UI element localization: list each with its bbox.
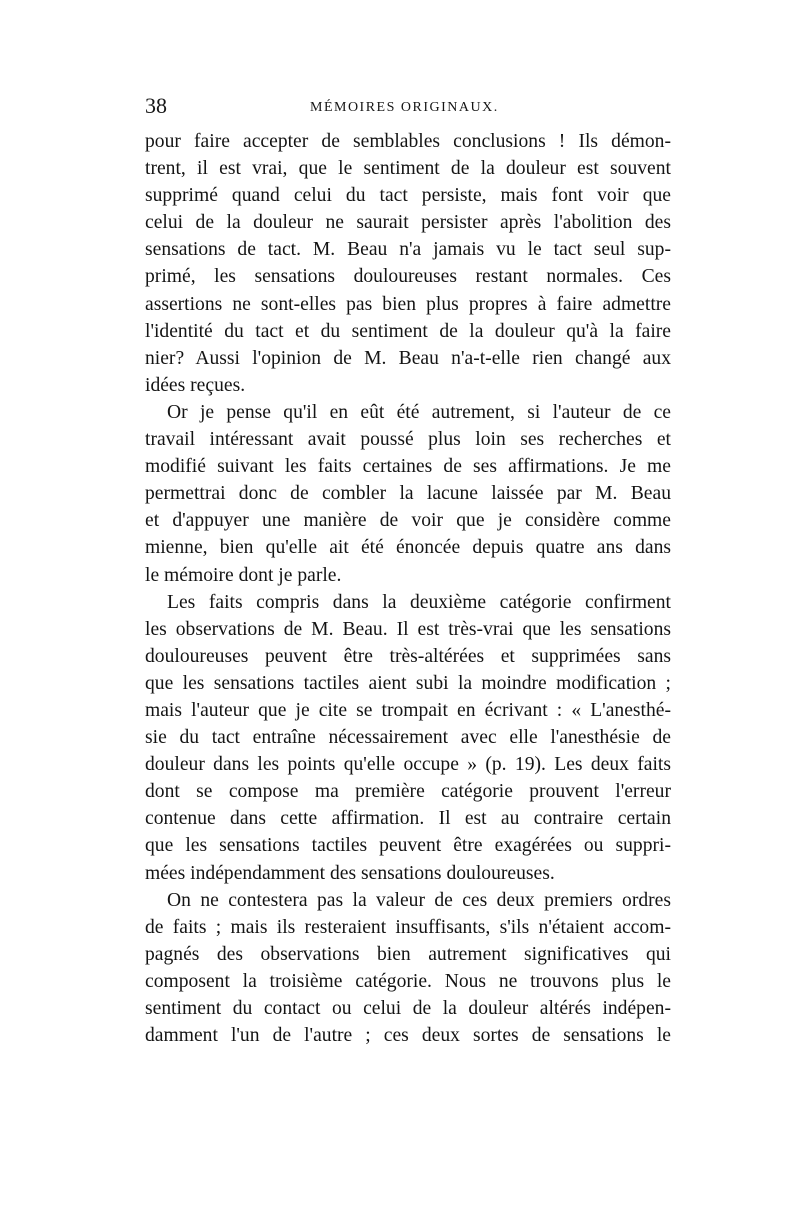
text-line: contenue dans cette affirmation. Il est au contraire certain — [145, 808, 671, 830]
text-line: que les sensations tactiles aient subi la moindre modification ; — [145, 672, 671, 694]
text-line: damment l'un de l'autre ; ces deux sortes de sensations le — [145, 1025, 671, 1047]
text-line: les observations de M. Beau. Il est très-vrai que les sensations — [145, 618, 671, 640]
text-line: celui de la douleur ne saurait persister après l'abolition des — [145, 212, 671, 234]
text-line: nier? Aussi l'opinion de M. Beau n'a-t-elle rien changé aux — [145, 347, 671, 369]
text-line: assertions ne sont-elles pas bien plus propres à faire admettre — [145, 293, 671, 315]
text-line: douloureuses peuvent être très-altérées et supprimées sans — [145, 645, 671, 667]
paragraph — [145, 128, 671, 399]
page-header — [145, 93, 675, 123]
text-line: l'identité du tact et du sentiment de la douleur qu'à la faire — [145, 320, 671, 342]
paragraph — [145, 589, 671, 887]
text-line: permettrai donc de combler la lacune laissée par M. Beau — [145, 483, 671, 505]
text-line: sentiment du contact ou celui de la douleur altérés indépen- — [145, 998, 671, 1019]
text-line: pour faire accepter de semblables conclusions ! Ils démon- — [145, 131, 671, 152]
text-line: le mémoire dont je parle. — [145, 564, 342, 586]
running-head: MÉMOIRES ORIGINAUX. — [310, 100, 499, 115]
text-line: travail intéressant avait poussé plus loin ses recherches et — [145, 429, 671, 451]
paragraph — [145, 399, 671, 589]
text-line: On ne contestera pas la valeur de ces deux premiers ordres — [167, 889, 671, 911]
text-line: douleur dans les points qu'elle occupe » (p. 19). Les deux faits — [145, 754, 671, 776]
text-line: Or je pense qu'il en eût été autrement, si l'auteur de ce — [167, 401, 671, 423]
text-line: trent, il est vrai, que le sentiment de la douleur est souvent — [145, 158, 671, 180]
text-line: pagnés des observations bien autrement significatives qui — [145, 943, 671, 965]
text-line: composent la troisième catégorie. Nous ne trouvons plus le — [145, 970, 671, 992]
text-line: que les sensations tactiles peuvent être exagérées ou suppri- — [145, 835, 671, 857]
text-line: dont se compose ma première catégorie prouvent l'erreur — [145, 781, 671, 803]
text-line: primé, les sensations douloureuses restant normales. Ces — [145, 266, 671, 288]
text-line: de faits ; mais ils resteraient insuffisants, s'ils n'étaient accom- — [145, 916, 671, 938]
text-line: mées indépendamment des sensations douloureuses. — [145, 862, 555, 884]
text-line: et d'appuyer une manière de voir que je considère comme — [145, 510, 671, 532]
text-line: supprimé quand celui du tact persiste, mais font voir que — [145, 185, 671, 207]
body-text — [145, 128, 671, 1049]
text-line: idées reçues. — [145, 374, 246, 396]
text-line: mienne, bien qu'elle ait été énoncée depuis quatre ans dans — [145, 537, 671, 559]
text-line: sensations de tact. M. Beau n'a jamais vu le tact seul sup- — [145, 239, 671, 261]
paragraph — [145, 887, 671, 1050]
text-line: Les faits compris dans la deuxième catégorie confirment — [167, 591, 671, 613]
text-line: modifié suivant les faits certaines de ses affirmations. Je me — [145, 456, 671, 478]
page-number: 38 — [145, 93, 167, 118]
text-line: mais l'auteur que je cite se trompait en écrivant : « L'anesthé- — [145, 699, 671, 721]
text-line: sie du tact entraîne nécessairement avec elle l'anesthésie de — [145, 727, 671, 749]
